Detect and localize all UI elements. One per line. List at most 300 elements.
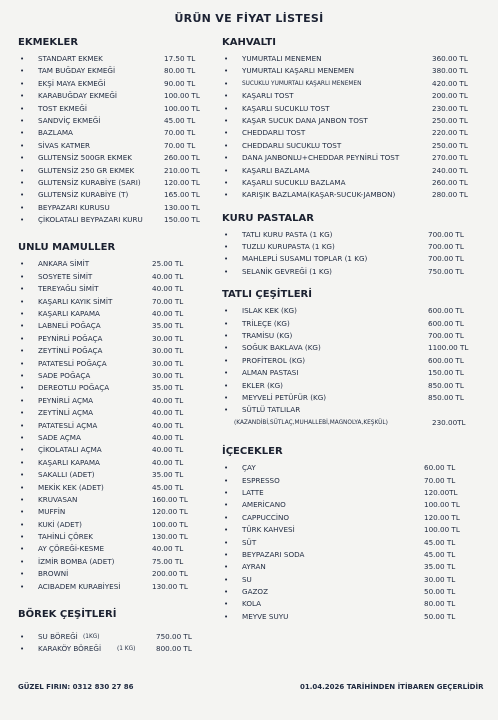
item-name: GLUTENSİZ KURABİYE (SARI) xyxy=(38,177,141,187)
bullet-icon: • xyxy=(20,359,25,368)
item-price: 260.00 TL xyxy=(432,177,468,187)
list-item xyxy=(18,90,228,102)
bullet-icon: • xyxy=(20,191,25,200)
list-item xyxy=(222,611,492,623)
item-name: ÇAY xyxy=(242,463,256,473)
item-price: 130.00 TL xyxy=(164,202,200,212)
item-name: YUMURTALI MENEMEN xyxy=(242,54,322,63)
list-item xyxy=(18,494,228,506)
item-price: 250.00 TL xyxy=(432,115,468,125)
bullet-icon: • xyxy=(20,458,25,467)
item-name: DANA JANBONLU+CHEDDAR PEYNİRLİ TOST xyxy=(242,153,400,163)
item-price: 80.00 TL xyxy=(164,66,196,76)
bullet-icon: • xyxy=(20,545,25,554)
item-name: BAZLAMA xyxy=(38,128,73,138)
item-unit: (1 KG) xyxy=(117,646,136,653)
item-name: LABNELİ POĞAÇA xyxy=(38,321,101,331)
item-price: 200.00 TL xyxy=(152,569,188,579)
item-price: 240.00 TL xyxy=(432,165,468,175)
list-item xyxy=(18,568,228,580)
list-item xyxy=(18,358,228,370)
footer-validity: 01.04.2026 TARİHİNDEN İTİBAREN GEÇERLİDİR xyxy=(300,683,484,691)
item-name: MEKİK KEK (ADET) xyxy=(38,482,104,492)
item-name: YUMURTALI KAŞARLI MENEMEN xyxy=(242,66,355,76)
bullet-icon: • xyxy=(224,332,229,341)
bullet-icon: • xyxy=(224,501,229,510)
section-title-icecekler: İÇECEKLER xyxy=(222,446,283,458)
item-price: 230.00 TL xyxy=(432,103,468,113)
list-item xyxy=(18,271,228,283)
item-name: SİVAS KATMER xyxy=(38,140,90,150)
item-name: GLUTENSİZ 500GR EKMEK xyxy=(38,153,132,163)
item-price: 270.00 TL xyxy=(432,153,468,163)
list-item xyxy=(222,330,492,342)
item-name: ISLAK KEK (KG) xyxy=(242,306,297,316)
ekmekler-list xyxy=(18,53,228,226)
item-price: 45.00 TL xyxy=(152,482,184,492)
item-price: 100.00 TL xyxy=(164,103,200,113)
bullet-icon: • xyxy=(224,406,229,415)
item-price: 30.00 TL xyxy=(152,346,184,356)
item-name: MEYVELİ PETÜFÜR (KG) xyxy=(242,392,327,402)
item-price: 35.00 TL xyxy=(152,321,184,331)
item-name: ZEYTİNLİ POĞAÇA xyxy=(38,346,103,356)
item-name: KARIŞIK BAZLAMA(KAŞAR-SUCUK-JAMBON) xyxy=(242,190,396,200)
item-name: DEREOTLU POĞAÇA xyxy=(38,383,110,393)
bullet-icon: • xyxy=(20,322,25,331)
unlu-mamuller-list xyxy=(18,258,228,593)
item-name: GLUTENSİZ KURABİYE (T) xyxy=(38,190,129,200)
list-item xyxy=(222,512,492,524)
list-item xyxy=(18,103,228,115)
bullet-icon: • xyxy=(224,563,229,572)
bullet-icon: • xyxy=(224,55,229,63)
list-item xyxy=(222,475,492,487)
item-name: BEYPAZARI KURUSU xyxy=(38,202,110,212)
item-price: 600.00 TL xyxy=(428,318,464,328)
item-name: KAŞARLI TOST xyxy=(242,91,294,101)
bullet-icon: • xyxy=(224,464,229,473)
item-name: PATATESLİ POĞAÇA xyxy=(38,358,107,368)
bullet-icon: • xyxy=(20,92,25,101)
bullet-icon: • xyxy=(20,166,25,175)
bullet-icon: • xyxy=(224,538,229,547)
list-item xyxy=(222,537,492,549)
item-price: 200.00 TL xyxy=(432,91,468,101)
bullet-icon: • xyxy=(20,116,25,125)
item-price: 35.00 TL xyxy=(152,470,184,480)
item-name: SANDVİÇ EKMEĞİ xyxy=(38,115,101,125)
bullet-icon: • xyxy=(20,334,25,343)
bullet-icon: • xyxy=(20,55,25,63)
item-price: 360.00 TL xyxy=(432,54,468,63)
item-name: PATATESLİ AÇMA xyxy=(38,420,98,430)
item-price: 70.00 TL xyxy=(424,475,456,485)
bullet-icon: • xyxy=(224,307,229,316)
bullet-icon: • xyxy=(20,371,25,380)
sutlu-detail: (KAZANDİBİ,SÜTLAÇ,MUHALLEBİ,MAGNOLYA,KEŞKÜL) xyxy=(234,419,388,426)
list-item xyxy=(18,581,228,593)
list-item xyxy=(18,189,228,201)
item-price: 750.00 TL xyxy=(428,266,464,276)
item-name: KOLA xyxy=(242,599,262,609)
section-title-kahvalti: KAHVALTI xyxy=(222,37,276,48)
item-price: 35.00 TL xyxy=(152,383,184,393)
list-item xyxy=(222,266,492,278)
list-item xyxy=(18,370,228,382)
item-name: PROFİTEROL (KG) xyxy=(242,355,306,365)
item-price: 30.00 TL xyxy=(152,358,184,368)
item-name: TRAMİSU (KG) xyxy=(242,331,293,341)
list-item xyxy=(222,367,492,379)
item-name: AYRAN xyxy=(242,562,266,572)
bullet-icon: • xyxy=(224,575,229,584)
bullet-icon: • xyxy=(20,384,25,393)
list-item xyxy=(18,177,228,189)
item-price: 40.00 TL xyxy=(152,284,184,294)
bullet-icon: • xyxy=(20,433,25,442)
item-name: KAŞARLI SUCUKLU BAZLAMA xyxy=(242,177,346,187)
item-name: SADE POĞAÇA xyxy=(38,370,91,380)
item-price: 40.00 TL xyxy=(152,395,184,405)
section-title-unlu-mamuller: UNLU MAMULLER xyxy=(18,242,116,254)
item-price: 165.00 TL xyxy=(164,190,200,200)
kuru-pastalar-list xyxy=(222,229,492,279)
list-item xyxy=(18,140,228,152)
item-price: 700.00 TL xyxy=(428,254,464,264)
item-name: TAHİNLİ ÇÖREK xyxy=(38,532,93,542)
list-item xyxy=(18,127,228,139)
bullet-icon: • xyxy=(20,67,25,76)
item-name: SOĞUK BAKLAVA (KG) xyxy=(242,343,321,353)
item-name: TEREYAĞLI SİMİT xyxy=(38,284,99,294)
bullet-icon: • xyxy=(20,483,25,492)
item-price: 50.00 TL xyxy=(424,587,456,597)
item-name: TATLI KURU PASTA (1 KG) xyxy=(242,229,333,239)
bullet-icon: • xyxy=(224,369,229,378)
bullet-icon: • xyxy=(224,191,229,200)
list-item xyxy=(222,462,492,474)
item-price: 220.00 TL xyxy=(432,128,468,138)
item-name: ESPRESSO xyxy=(242,475,280,485)
bullet-icon: • xyxy=(20,582,25,591)
bullet-icon: • xyxy=(20,285,25,294)
item-price: 850.00 TL xyxy=(428,380,464,390)
list-item xyxy=(222,404,492,416)
item-price: 600.00 TL xyxy=(428,355,464,365)
bullet-icon: • xyxy=(224,154,229,163)
bullet-icon: • xyxy=(20,154,25,163)
list-item xyxy=(18,320,228,332)
item-name: GAZOZ xyxy=(242,587,268,597)
item-price: 100.00 TL xyxy=(424,500,460,510)
item-name: GLUTENSİZ 250 GR EKMEK xyxy=(38,165,135,175)
item-price: 100.00 TL xyxy=(152,519,188,529)
item-name: EKLER (KG) xyxy=(242,380,283,390)
item-price: 150.00 TL xyxy=(164,215,200,225)
list-item xyxy=(18,308,228,320)
list-item xyxy=(18,432,228,444)
item-name: ALMAN PASTASI xyxy=(242,368,299,378)
item-price: 850.00 TL xyxy=(428,392,464,402)
section-title-borek: BÖREK ÇEŞİTLERİ xyxy=(18,609,117,621)
page-title: ÜRÜN VE FİYAT LİSTESİ xyxy=(174,12,324,25)
section-title-ekmekler: EKMEKLER xyxy=(18,37,79,48)
item-name: KRUVASAN xyxy=(38,494,78,504)
bullet-icon: • xyxy=(224,67,229,76)
item-price: 40.00 TL xyxy=(152,408,184,418)
bullet-icon: • xyxy=(224,178,229,187)
item-price: 17.50 TL xyxy=(164,54,196,63)
list-item xyxy=(18,395,228,407)
bullet-icon: • xyxy=(224,129,229,138)
item-price: 40.00 TL xyxy=(152,457,184,467)
bullet-icon: • xyxy=(20,557,25,566)
bullet-icon: • xyxy=(20,446,25,455)
item-price: 120.00 TL xyxy=(424,512,460,522)
bullet-icon: • xyxy=(224,116,229,125)
item-price: 90.00 TL xyxy=(164,78,196,88)
list-item xyxy=(18,78,228,90)
list-item xyxy=(18,543,228,555)
list-item xyxy=(222,53,492,65)
item-unit: (1KG) xyxy=(83,634,100,641)
item-price: 600.00 TL xyxy=(428,306,464,316)
list-item xyxy=(222,177,492,189)
right-column xyxy=(222,36,492,623)
item-name: AY ÇÖREĞİ-KESME xyxy=(38,544,105,554)
item-name: KAŞARLI BAZLAMA xyxy=(242,165,310,175)
list-item xyxy=(18,165,228,177)
list-item xyxy=(18,420,228,432)
item-price: 25.00 TL xyxy=(152,259,184,269)
list-item xyxy=(222,380,492,392)
list-item xyxy=(222,241,492,253)
item-name: TOST EKMEĞİ xyxy=(38,103,87,113)
item-price: 420.00 TL xyxy=(432,78,468,88)
bullet-icon: • xyxy=(224,612,229,621)
item-name: SÜTLÜ TATLILAR xyxy=(242,405,301,415)
item-name: ZEYTİNLİ AÇMA xyxy=(38,408,94,418)
item-name: KARAKÖY BÖREĞİ xyxy=(38,644,102,654)
item-name: MUFFİN xyxy=(38,507,66,517)
sutlu-price: 230.00TL xyxy=(432,417,466,427)
item-name: MEYVE SUYU xyxy=(242,611,289,621)
item-name: SOSYETE SİMİT xyxy=(38,271,93,281)
item-name: KAŞAR SUCUK DANA JANBON TOST xyxy=(242,115,368,125)
item-price: 40.00 TL xyxy=(152,420,184,430)
item-price: 160.00 TL xyxy=(152,494,188,504)
item-price: 40.00 TL xyxy=(152,271,184,281)
bullet-icon: • xyxy=(224,255,229,264)
bullet-icon: • xyxy=(224,104,229,113)
sutlu-detail-row xyxy=(222,417,492,429)
list-item xyxy=(18,631,228,643)
item-price: 80.00 TL xyxy=(424,599,456,609)
list-item xyxy=(222,115,492,127)
item-name: LATTE xyxy=(242,487,264,497)
list-item xyxy=(222,165,492,177)
bullet-icon: • xyxy=(20,471,25,480)
item-price: 40.00 TL xyxy=(152,544,184,554)
bullet-icon: • xyxy=(224,79,229,88)
bullet-icon: • xyxy=(20,310,25,319)
bullet-icon: • xyxy=(224,166,229,175)
item-name: KAŞARLI KAPAMA xyxy=(38,457,100,467)
bullet-icon: • xyxy=(224,141,229,150)
bullet-icon: • xyxy=(224,267,229,276)
list-item xyxy=(222,586,492,598)
item-name: CHEDDARLI TOST xyxy=(242,128,306,138)
item-name: KAŞARLI SUCUKLU TOST xyxy=(242,103,330,113)
bullet-icon: • xyxy=(20,216,25,225)
bullet-icon: • xyxy=(20,178,25,187)
item-name: ANKARA SİMİT xyxy=(38,259,90,269)
item-name: PEYNİRLİ AÇMA xyxy=(38,395,94,405)
bullet-icon: • xyxy=(20,129,25,138)
item-price: 70.00 TL xyxy=(152,296,184,306)
bullet-icon: • xyxy=(224,526,229,535)
bullet-icon: • xyxy=(224,356,229,365)
list-item xyxy=(18,214,228,226)
list-item xyxy=(222,305,492,317)
item-name: PEYNİRLİ POĞAÇA xyxy=(38,333,103,343)
list-item xyxy=(222,524,492,536)
item-price: 45.00 TL xyxy=(424,537,456,547)
list-item xyxy=(222,189,492,201)
list-item xyxy=(18,469,228,481)
item-name: EKŞİ MAYA EKMEĞİ xyxy=(38,78,106,88)
item-price: 120.00 TL xyxy=(164,177,200,187)
item-name: MAHLEPLİ SUSAMLI TOPLAR (1 KG) xyxy=(242,254,368,264)
item-price: 100.00 TL xyxy=(164,91,200,101)
list-item xyxy=(222,140,492,152)
bullet-icon: • xyxy=(20,141,25,150)
item-name: SU BÖREĞİ xyxy=(38,632,78,642)
list-item xyxy=(18,283,228,295)
item-price: 70.00 TL xyxy=(164,128,196,138)
item-name: SELANİK GEVREĞİ (1 KG) xyxy=(242,266,332,276)
item-name: ACIBADEM KURABİYESİ xyxy=(38,581,121,591)
bullet-icon: • xyxy=(20,570,25,579)
item-name: SÜT xyxy=(242,537,257,547)
list-item xyxy=(222,598,492,610)
item-name: AMERİCANO xyxy=(242,500,286,510)
item-price: 45.00 TL xyxy=(424,549,456,559)
item-price: 700.00 TL xyxy=(428,229,464,239)
item-price: 130.00 TL xyxy=(152,581,188,591)
list-item xyxy=(18,506,228,518)
list-item xyxy=(18,643,228,655)
bullet-icon: • xyxy=(224,230,229,239)
bullet-icon: • xyxy=(224,319,229,328)
item-price: 40.00 TL xyxy=(152,309,184,319)
item-name: ÇİKOLATALI AÇMA xyxy=(38,445,102,455)
bullet-icon: • xyxy=(224,381,229,390)
bullet-icon: • xyxy=(20,645,25,654)
left-column xyxy=(18,36,228,656)
list-item xyxy=(222,253,492,265)
bullet-icon: • xyxy=(224,243,229,252)
list-item xyxy=(18,556,228,568)
item-name: STANDART EKMEK xyxy=(38,54,103,63)
item-price: 150.00 TL xyxy=(428,368,464,378)
list-item xyxy=(222,342,492,354)
item-price: 250.00 TL xyxy=(432,140,468,150)
item-price: 1100.00 TL xyxy=(428,343,469,353)
bullet-icon: • xyxy=(224,393,229,402)
bullet-icon: • xyxy=(20,347,25,356)
list-item xyxy=(222,78,492,90)
item-price: 280.00 TL xyxy=(432,190,468,200)
list-item xyxy=(18,407,228,419)
bullet-icon: • xyxy=(224,588,229,597)
footer-phone: GÜZEL FIRIN: 0312 830 27 86 xyxy=(18,683,134,691)
item-price: 50.00 TL xyxy=(424,611,456,621)
bullet-icon: • xyxy=(20,104,25,113)
list-item xyxy=(222,65,492,77)
list-item xyxy=(222,90,492,102)
item-price: 100.00 TL xyxy=(424,525,460,535)
item-name: SAKALLI (ADET) xyxy=(38,470,95,480)
borek-list xyxy=(18,631,228,656)
list-item xyxy=(222,318,492,330)
bullet-icon: • xyxy=(20,421,25,430)
list-item xyxy=(222,499,492,511)
list-item xyxy=(18,333,228,345)
item-name: TAM BUĞDAY EKMEĞİ xyxy=(38,66,116,76)
bullet-icon: • xyxy=(20,495,25,504)
list-item xyxy=(222,127,492,139)
item-price: 35.00 TL xyxy=(424,562,456,572)
item-price: 120.00TL xyxy=(424,487,458,497)
item-price: 210.00 TL xyxy=(164,165,200,175)
item-name: KUKİ (ADET) xyxy=(38,519,82,529)
item-name: İZMİR BOMBA (ADET) xyxy=(38,556,115,566)
item-price: 800.00 TL xyxy=(156,644,192,654)
item-name: TRİLEÇE (KG) xyxy=(242,318,290,328)
item-price: 75.00 TL xyxy=(152,556,184,566)
bullet-icon: • xyxy=(20,260,25,269)
item-name: CHEDDARLI SUCUKLU TOST xyxy=(242,140,342,150)
item-price: 70.00 TL xyxy=(164,140,196,150)
item-name: SADE AÇMA xyxy=(38,432,81,442)
item-price: 700.00 TL xyxy=(428,242,464,252)
bullet-icon: • xyxy=(224,488,229,497)
item-price: 120.00 TL xyxy=(152,507,188,517)
list-item xyxy=(222,152,492,164)
list-item xyxy=(222,103,492,115)
item-name: SU xyxy=(242,574,252,584)
list-item xyxy=(18,202,228,214)
item-name: ÇİKOLATALI BEYPAZARI KURU xyxy=(38,215,143,225)
list-item xyxy=(18,345,228,357)
bullet-icon: • xyxy=(224,600,229,609)
section-title-kuru-pastalar: KURU PASTALAR xyxy=(222,212,314,224)
list-item xyxy=(18,296,228,308)
list-item xyxy=(222,487,492,499)
list-item xyxy=(222,392,492,404)
list-item xyxy=(222,229,492,241)
item-price: 40.00 TL xyxy=(152,445,184,455)
item-price: 750.00 TL xyxy=(156,632,192,642)
list-item xyxy=(18,65,228,77)
list-item xyxy=(18,531,228,543)
list-item xyxy=(222,561,492,573)
bullet-icon: • xyxy=(224,476,229,485)
item-name: KAŞARLI KAYIK SİMİT xyxy=(38,296,113,306)
item-price: 700.00 TL xyxy=(428,331,464,341)
